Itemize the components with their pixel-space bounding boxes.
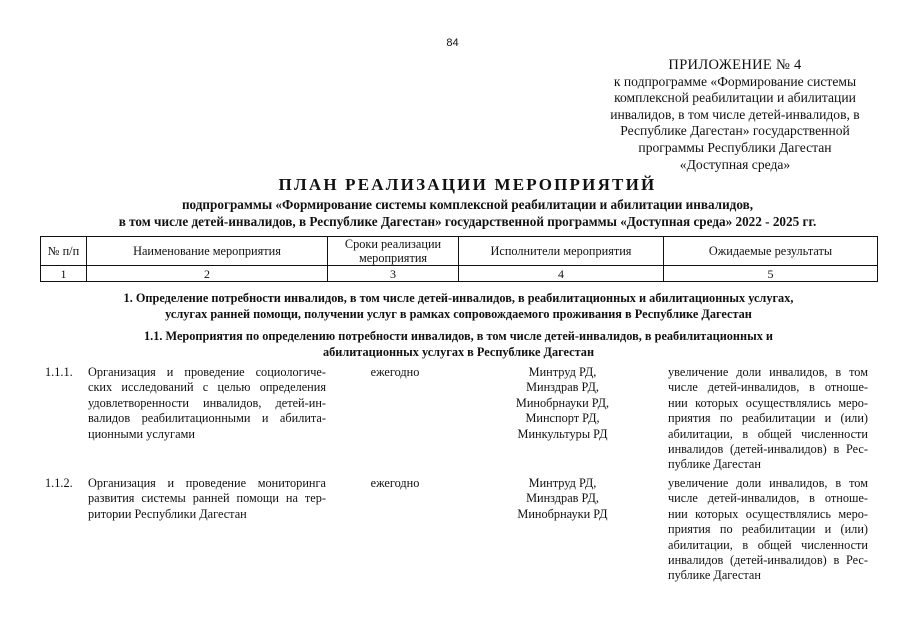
row-term: ежегодно <box>370 365 420 379</box>
appendix-block <box>585 57 885 173</box>
column-number: 5 <box>664 266 878 282</box>
section-1-heading <box>40 291 877 322</box>
executor: Минобрнауки РД <box>517 506 608 521</box>
appendix-line: Республике Дагестан» государственной <box>620 123 850 139</box>
header-cell-number: № п/п <box>41 237 87 266</box>
table-header-row <box>41 237 878 266</box>
row-number: 1.1.1. <box>45 365 73 379</box>
appendix-title: ПРИЛОЖЕНИЕ № 4 <box>668 57 802 73</box>
result-line: увеличение доли инвалидов, в том <box>668 365 868 379</box>
section-line: услугах ранней помощи, получении услуг в рамках сопровождаемого проживания в Республике Дагестан <box>165 306 752 321</box>
result-line: приятия по реабилитации и (или) <box>668 522 868 537</box>
executor: Минздрав РД, <box>526 380 599 395</box>
plan-subtitle <box>0 197 905 230</box>
name-line: валидов реабилитационными и абилита- <box>88 411 326 426</box>
name-line: ционными услугами <box>88 426 195 441</box>
column-number: 3 <box>328 266 459 282</box>
executor: Минобрнауки РД, <box>515 395 610 410</box>
column-number: 2 <box>87 266 328 282</box>
row-event-name <box>88 476 326 522</box>
result-line: нии которых осуществлялись меро- <box>668 506 868 521</box>
header-term-line: мероприятия <box>358 251 428 265</box>
section-1-1-heading <box>40 329 877 360</box>
result-line: публике Дагестан <box>668 457 761 472</box>
name-line: удовлетворенности инвалидов, детей-ин- <box>88 395 326 410</box>
row-number: 1.1.2. <box>45 476 73 490</box>
executor: Минтруд РД, <box>528 365 597 379</box>
section-line: 1. Определение потребности инвалидов, в том числе детей-инвалидов, в реабилитационных и абилитационных услугах, <box>123 291 794 305</box>
name-line: ских исследований с целью определения <box>88 380 326 395</box>
result-line: числе детей-инвалидов, в отноше- <box>668 491 868 506</box>
header-cell-name: Наименование мероприятия <box>87 237 328 266</box>
appendix-line: программы Республики Дагестан <box>638 139 832 155</box>
result-line: инвалидов (детей-инвалидов) в Рес- <box>668 442 868 457</box>
appendix-line: комплексной реабилитации и абилитации <box>614 90 856 106</box>
executor: Минспорт РД, <box>525 411 600 426</box>
subtitle-line: подпрограммы «Формирование системы комплексной реабилитации и абилитации инвалидов, <box>181 197 754 212</box>
plan-title: ПЛАН РЕАЛИЗАЦИИ МЕРОПРИЯТИЙ <box>278 175 657 194</box>
executor: Минздрав РД, <box>526 491 599 506</box>
row-term: ежегодно <box>370 476 420 490</box>
result-line: инвалидов (детей-инвалидов) в Рес- <box>668 553 868 568</box>
header-cell-executors: Исполнители мероприятия <box>459 237 664 266</box>
table-column-numbers-row <box>41 266 878 282</box>
result-line: приятия по реабилитации и (или) <box>668 411 868 426</box>
result-line: публике Дагестан <box>668 568 761 583</box>
appendix-line: «Доступная среда» <box>679 156 791 172</box>
row-event-name <box>88 365 326 442</box>
result-line: числе детей-инвалидов, в отноше- <box>668 380 868 395</box>
section-line: абилитационных услугах в Республике Дагестан <box>322 344 595 359</box>
name-line: Организация и проведение социологиче- <box>88 365 326 379</box>
result-line: увеличение доли инвалидов, в том <box>668 476 868 490</box>
executor: Минкультуры РД <box>517 426 608 441</box>
column-number: 1 <box>41 266 87 282</box>
row-expected-results <box>668 365 868 473</box>
executor: Минтруд РД, <box>528 476 597 490</box>
name-line: развития системы ранней помощи на тер- <box>88 491 326 506</box>
name-line: Организация и проведение мониторинга <box>88 476 326 490</box>
row-executors <box>470 476 655 522</box>
header-cell-results: Ожидаемые результаты <box>664 237 878 266</box>
result-line: нии которых осуществлялись меро- <box>668 395 868 410</box>
header-term-line: Сроки реализации <box>344 237 442 251</box>
subtitle-line: в том числе детей-инвалидов, в Республике Дагестан» государственной программы «Доступная среда» 2022 - 2025 гг. <box>118 213 817 229</box>
row-expected-results <box>668 476 868 584</box>
appendix-line: к подпрограмме «Формирование системы <box>613 73 857 89</box>
section-line: 1.1. Мероприятия по определению потребности инвалидов, в том числе детей-инвалидов, в реабилитационных и <box>143 329 774 343</box>
plan-table-header <box>40 236 878 282</box>
column-number: 4 <box>459 266 664 282</box>
name-line: ритории Республики Дагестан <box>88 506 247 521</box>
page-number: 84 <box>446 37 459 49</box>
row-executors <box>470 365 655 442</box>
header-cell-term <box>328 237 459 266</box>
result-line: абилитации, в общей численности <box>668 537 868 552</box>
appendix-line: инвалидов, в том числе детей-инвалидов, в <box>610 106 860 122</box>
result-line: абилитации, в общей численности <box>668 426 868 441</box>
